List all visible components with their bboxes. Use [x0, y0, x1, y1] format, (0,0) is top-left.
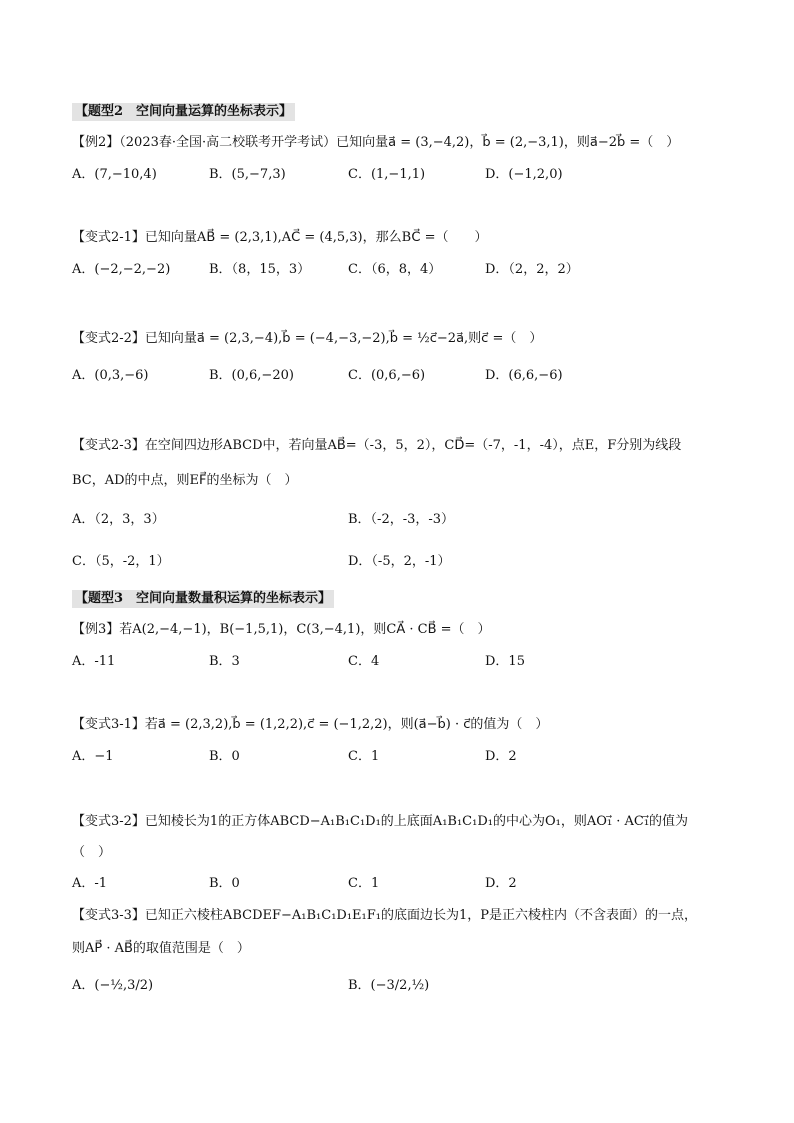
option-b: B．（-2，-3，-3）: [348, 512, 455, 527]
option-c: C．1: [348, 876, 380, 891]
option-d: D．（2，2，2）: [485, 262, 579, 277]
question-stem: 【变式2-1】已知向量AB⃗ = (2,3,1),AC⃗ = (4,5,3)，那么BC⃗ =（ ）: [72, 230, 488, 245]
question-stem-continued: BC，AD的中点，则EF⃗的坐标为（ ）: [72, 473, 298, 488]
option-a: A．−1: [72, 749, 114, 764]
option-d: D．2: [485, 749, 517, 764]
option-b: B．0: [209, 749, 240, 764]
question-stem: 【变式3-3】已知正六棱柱ABCDEF−A₁B₁C₁D₁E₁F₁的底面边长为1，P是正六棱柱内（不含表面）的一点，: [72, 908, 697, 923]
question-stem-continued: （ ）: [72, 845, 112, 860]
option-d: D．（-5，2，-1）: [348, 554, 451, 569]
option-d: D．2: [485, 876, 517, 891]
question-stem: 【变式3-1】若a⃗ = (2,3,2),b⃗ = (1,2,2),c⃗ = (−1,2,2)，则(a⃗−b⃗) · c⃗的值为（ ）: [72, 717, 549, 732]
question-stem: 【例2】（2023春·全国·高二校联考开学考试）已知向量a⃗ = (3,−4,2)，b⃗ = (2,−3,1)，则a⃗−2b⃗ =（ ）: [72, 135, 680, 150]
option-c: C．1: [348, 749, 380, 764]
option-c: C．(1,−1,1): [348, 167, 426, 182]
option-a: A．（2，3，3）: [72, 512, 165, 527]
option-c: C．（6，8，4）: [348, 262, 442, 277]
question-stem: 【变式2-3】在空间四边形ABCD中，若向量AB⃗=（-3，5，2），CD⃗=（-7，-1，-4），点E，F分别为线段: [72, 438, 682, 453]
option-b: B．(−3/2,½): [348, 978, 430, 993]
option-b: B．3: [209, 654, 240, 669]
option-b: B．（8，15，3）: [209, 262, 311, 277]
option-a: A．-1: [72, 876, 108, 891]
option-b: B．(5,−7,3): [209, 167, 286, 182]
option-c: C．4: [348, 654, 380, 669]
section-heading-3: 【题型3 空间向量数量积运算的坐标表示】: [72, 590, 334, 608]
option-a: A．(−½,3/2): [72, 978, 154, 993]
option-d: D．(6,6,−6): [485, 368, 563, 383]
option-d: D．15: [485, 654, 525, 669]
question-stem: 【变式2-2】已知向量a⃗ = (2,3,−4),b⃗ = (−4,−3,−2),b⃗ = ½c⃗−2a⃗,则c⃗ =（ ）: [72, 331, 543, 346]
option-a: A．(−2,−2,−2): [72, 262, 171, 277]
section-heading-2: 【题型2 空间向量运算的坐标表示】: [72, 103, 295, 121]
option-a: A．-11: [72, 654, 116, 669]
question-stem: 【变式3-2】已知棱长为1的正方体ABCD−A₁B₁C₁D₁的上底面A₁B₁C₁D₁的中心为O₁，则AO₁⃗ · AC₁⃗的值为: [72, 814, 689, 829]
question-stem: 【例3】若A(2,−4,−1)，B(−1,5,1)，C(3,−4,1)，则CA⃗ · CB⃗ =（ ）: [72, 622, 491, 637]
option-a: A．(0,3,−6): [72, 368, 149, 383]
option-c: C．(0,6,−6): [348, 368, 426, 383]
option-d: D．(−1,2,0): [485, 167, 563, 182]
option-c: C．（5，-2，1）: [72, 554, 170, 569]
option-b: B．(0,6,−20): [209, 368, 294, 383]
question-stem-continued: 则AP⃗ · AB⃗的取值范围是（ ）: [72, 941, 250, 956]
option-b: B．0: [209, 876, 240, 891]
option-a: A．(7,−10,4): [72, 167, 157, 182]
